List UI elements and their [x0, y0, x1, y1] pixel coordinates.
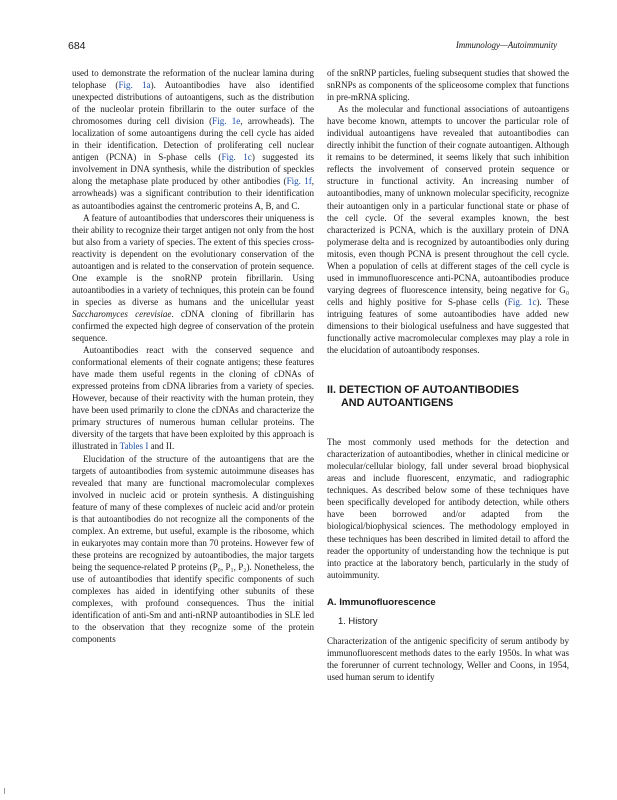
- left-column: [72, 67, 314, 645]
- paragraph: Autoantibodies react with the conserved sequence and conformational elements of their cognate antigens; these features have made them useful regents in the cloning of cDNAs of expressed proteins from cDNA libraries from a variety of species. However, because of their reactivity with the human protein, they have been used primarily to clone the cDNAs and characterize the primary structures of numerous human cellular proteins. The diversity of the targets that have been exploited by this approach is illustrated in Tables I and II.: [72, 345, 314, 452]
- table-link[interactable]: Tables I: [119, 441, 149, 452]
- figure-link[interactable]: Fig. 1a: [118, 80, 151, 91]
- edge-mark: [4, 788, 5, 794]
- figure-link[interactable]: Fig. 1c: [507, 296, 537, 307]
- subsubsection-heading: 1. History: [338, 614, 378, 626]
- figure-link[interactable]: Fig. 1f: [286, 176, 312, 187]
- subsection-heading: A. Immunofluorescence: [327, 596, 436, 608]
- paragraph: Characterization of the antigenic specificity of serum antibody by immunofluorescent methods dates to the early 1950s. In what was the forerunner of current technology, Weller and Coons, in 1954, used human serum to identify: [327, 635, 569, 682]
- paragraph: of the snRNP particles, fueling subsequent studies that showed the snRNPs as components of the spliceosome complex that functions in pre-mRNA splicing.: [327, 68, 569, 103]
- figure-link[interactable]: Fig. 1e: [212, 116, 241, 127]
- section-heading: II. DETECTION OF AUTOANTIBODIES AND AUTOANTIGENS: [327, 384, 519, 410]
- page-number: 684: [68, 40, 86, 52]
- paragraph: Elucidation of the structure of the autoantigens that are the targets of autoantibodies from systemic autoimmune diseases has revealed that many are functional macromolecular complexes involved in nucleic acid or protein synthesis. A distinguishing feature of many of these complexes of nucleic acid and/or protein is that autoantibodies do not recognize all the components of the complex. An extreme, but useful, example is the ribosome, which in eukaryotes may contain more than 70 proteins. However few of these proteins are recognized by autoantibodies, the major targets being the sequence-related P proteins (P₀, P₁, P₂). Nonetheless, the use of autoantibodies that identify specific components of such complexes has aided in identifying other subunits of these complexes, with profound consequences. Thus the initial identification of anti-Sm and anti-nRNP autoantibodies in SLE led to the observation that they recognize some of the protein components: [72, 453, 314, 645]
- paragraph: used to demonstrate the reformation of the nuclear lamina during telophase (Fig. 1a). Autoantibodies have also identified unexpected distributions of autoantigens, such as the distribution of the nucleolar protein fibrillarin to the outer surface of the chromosomes during cell division (Fig. 1e, arrowheads). The localization of some autoantigens during the cell cycle has aided in their identification. Detection of proliferating cell nuclear antigen (PCNA) in S-phase cells (Fig. 1c) suggested its involvement in DNA synthesis, while the distribution of speckles along the metaphase plate produced by other antibodies (Fig. 1f, arrowheads) was a significant contribution to their identification as autoantibodies against the centromeric proteins A, B, and C.: [72, 68, 315, 211]
- paragraph: A feature of autoantibodies that underscores their uniqueness is their ability to recognize their target antigen not only from the host but also from a variety of species. The extent of this species cross-reactivity is dependent on the evolutionary conservation of the autoantigen and is related to the conservation of protein sequence. One example is the snoRNP protein fibrillarin. Using autoantibodies in a variety of techniques, this protein can be found in species as diverse as humans and the unicellular yeast Saccharomyces cerevisiae. cDNA cloning of fibrillarin has confirmed the expected high degree of conservation of the protein sequence.: [72, 212, 315, 344]
- page-header: [68, 40, 557, 56]
- running-head: Immunology—Autoimmunity: [455, 40, 557, 50]
- paragraph: The most commonly used methods for the detection and characterization of autoantibodies, whether in clinical medicine or molecular/cellular biology, fall under several broad biophysical areas and include fluorescent, enzymatic, and radiographic techniques. As described below some of these techniques have been specifically developed for antibody detection, while others have been borrowed and/or adapted from the biological/biophysical sciences. The methodology employed in these techniques has been described in limited detail to afford the reader the opportunity of understanding how the technique is put into practice at the laboratory bench, particularly in the study of autoimmunity.: [327, 437, 569, 580]
- paragraph: As the molecular and functional associations of autoantigens have become known, attempts to uncover the particular role of individual autoantigens have revealed that autoantibodies can directly inhibit the function of their cognate autoantigen. Although it remains to be determined, it seems likely that such inhibition reflects the involvement of conserved protein sequence or structure in functional activity. An increasing number of autoantibodies, many of unknown molecular specificity, recognize their autoantigen only in a particular functional state or phase of the cell cycle. Of the several examples known, the best characterized is PCNA, which is the auxillary protein of DNA polymerase delta and is recognized by autoantibodies only during mitosis, even though PCNA is present throughout the cell cycle. When a population of cells at different stages of the cell cycle is used in immunofluorescence anti-PCNA, autoantibodies produce varying degrees of fluorescence intensity, being negative for G₀ cells and highly positive for S-phase cells (Fig. 1c). These intriguing features of some autoantibodies have added new dimensions to their biological usefulness and have suggested that functionally active macromolecular complexes may play a role in the elucidation of autoantibody responses.: [327, 104, 569, 356]
- right-column: [327, 67, 569, 683]
- figure-link[interactable]: Fig. 1c: [221, 152, 252, 163]
